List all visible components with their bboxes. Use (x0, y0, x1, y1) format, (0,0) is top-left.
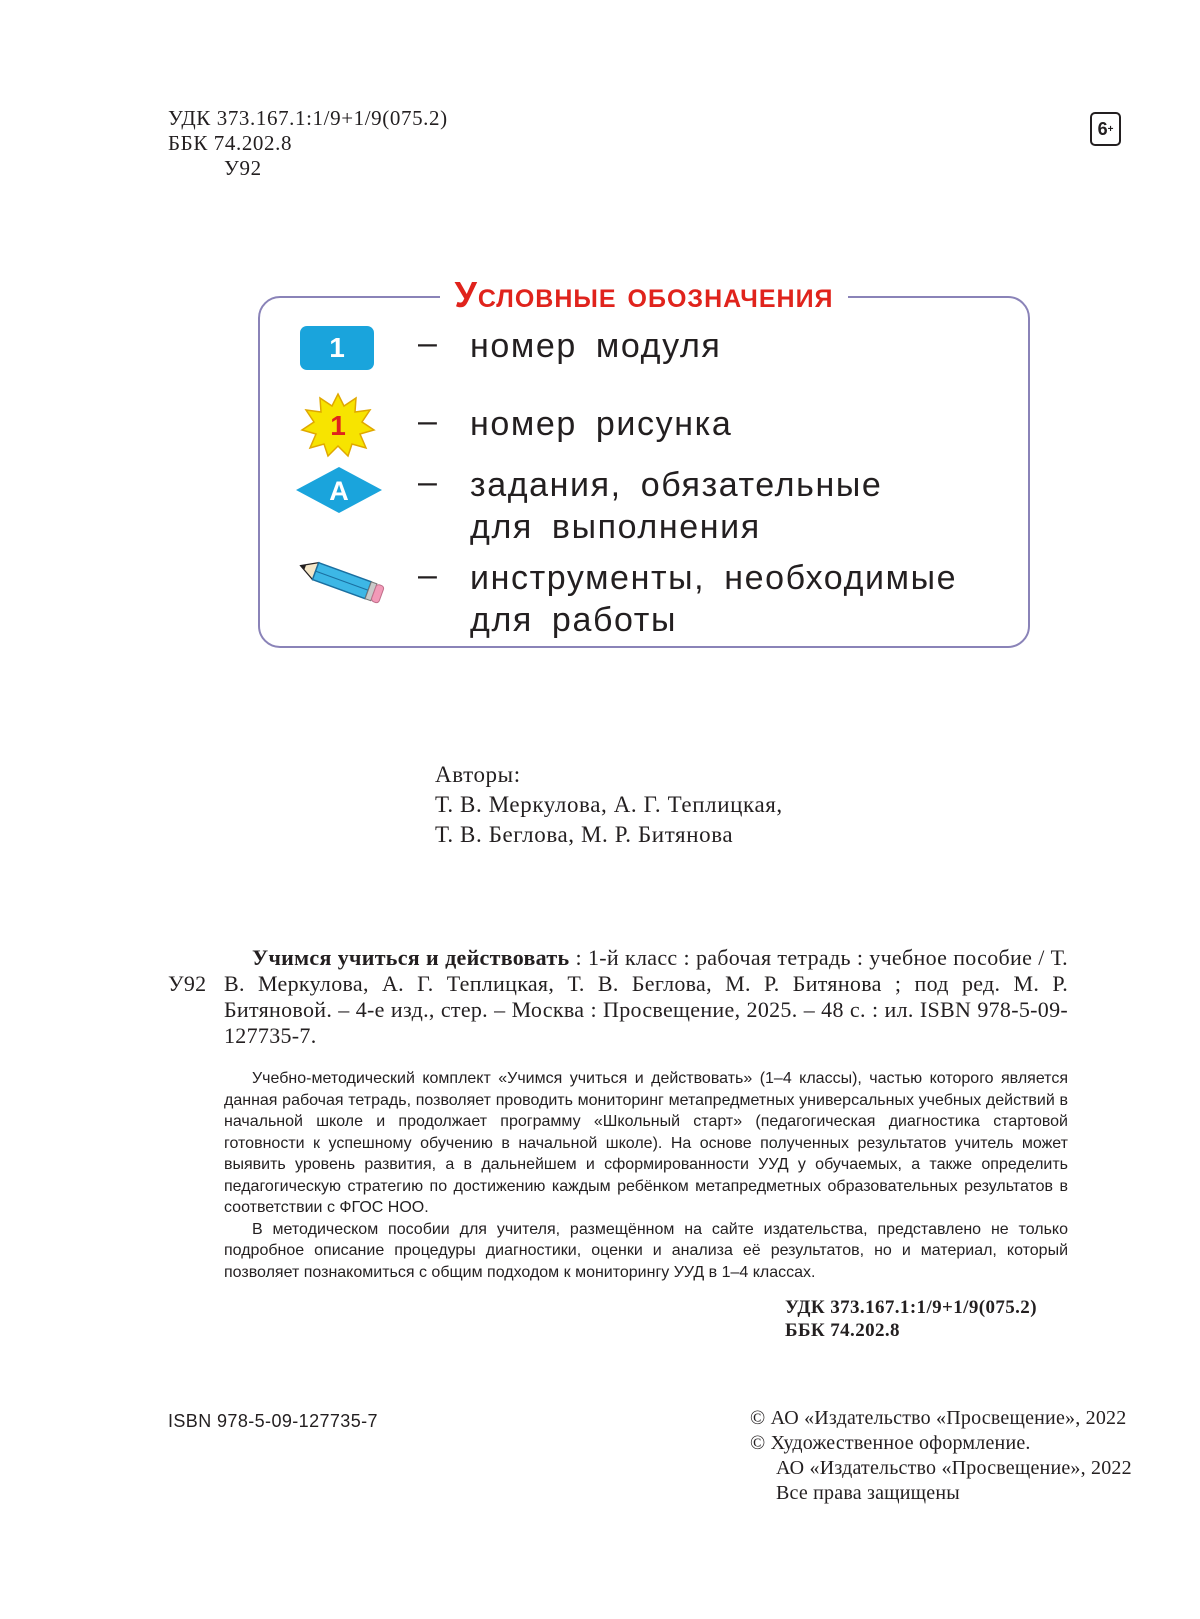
annotation-paragraph: В методическом пособии для учителя, размещённом на сайте издательства, представлено не только подробное описание процедуры диагностики, оценки и анализа её результатов, но и материал, который позволяет познакомиться с общим подходом к мониторингу УУД в 1–4 классах. (224, 1220, 1068, 1281)
legend-dash: – (418, 463, 437, 501)
copyright-block (750, 1406, 1132, 1506)
legend-item-label: инструменты, необходимые (470, 559, 958, 597)
module-number-badge-text: 1 (329, 332, 345, 363)
age-rating-badge (1090, 112, 1121, 146)
authors-block (435, 760, 783, 850)
isbn: ISBN 978-5-09-127735-7 (168, 1411, 378, 1431)
pencil-icon (294, 556, 386, 604)
authors-line: Т. В. Беглова, М. Р. Битянова (435, 822, 734, 847)
legend-item-tasks (260, 463, 1028, 553)
copyright-line: АО «Издательство «Просвещение», 2022 (776, 1457, 1132, 1479)
author-mark: У92 (224, 156, 262, 180)
star-burst-icon (300, 392, 376, 458)
bbk-code: ББК 74.202.8 (168, 131, 293, 155)
diamond-text: А (329, 476, 349, 506)
legend-title (260, 274, 1028, 316)
bibliographic-details: : 1-й класс : рабочая тетрадь : учебное пособие / Т. В. Меркулова, А. Г. Теплицкая, Т. В. Беглова, М. Р. Битянова ; под ред. М. Р. Битяновой. – 4-е изд., стер. – Москва : Просвещение, 2025. – 48 с. : ил. ISBN 978-5-09-127735-7. (224, 945, 1068, 1048)
authors-line: Т. В. Меркулова, А. Г. Теплицкая, (435, 792, 783, 817)
legend-item-label: номер модуля (470, 327, 722, 365)
classification-codes (168, 106, 448, 181)
annotation (224, 1068, 1068, 1283)
bottom-classification-codes (785, 1296, 1037, 1342)
legend-item-label-line2: для работы (470, 601, 677, 639)
bibliographic-code: У92 (168, 971, 207, 996)
legend-item-label-line2: для выполнения (470, 508, 761, 546)
udk-code: УДК 373.167.1:1/9+1/9(075.2) (168, 106, 448, 130)
diamond-icon (294, 465, 384, 515)
age-rating-plus: + (1107, 123, 1114, 135)
star-burst-text: 1 (330, 410, 346, 441)
legend-item-module (260, 324, 1028, 376)
module-number-badge-icon (300, 326, 374, 370)
legend-item-tools (260, 556, 1028, 646)
age-rating-number: 6 (1097, 118, 1108, 139)
bibliographic-text (224, 945, 1068, 1049)
legend-title-text: Условные обозначения (440, 274, 847, 315)
legend-dash: – (418, 556, 437, 594)
legend-box (258, 274, 1030, 648)
legend-item-label: задания, обязательные (470, 466, 883, 504)
rights-reserved: Все права защищены (776, 1482, 960, 1504)
legend-dash: – (418, 324, 437, 362)
copyright-line: © Художественное оформление. (750, 1432, 1031, 1454)
authors-label: Авторы: (435, 762, 521, 787)
udk-code: УДК 373.167.1:1/9+1/9(075.2) (785, 1297, 1037, 1318)
copyright-line: © АО «Издательство «Просвещение», 2022 (750, 1407, 1127, 1429)
legend-dash: – (418, 402, 437, 440)
legend-item-label: номер рисунка (470, 405, 733, 443)
legend-item-picture (260, 388, 1028, 458)
annotation-paragraph: Учебно-методический комплект «Учимся учиться и действовать» (1–4 классы), частью которого является данная рабочая тетрадь, позволяет проводить мониторинг метапредметных универсальных учебных действий в начальной школе и продолжает программу «Школьный старт» (педагогическая диагностика стартовой готовности к успешному обучению в начальной школе). На основе полученных результатов учитель может выявить уровень развития, а в дальнейшем и сформированности УУД у обучаемых, а также определить педагогическую стратегию по достижению каждым ребёнком метапредметных образовательных результатов в соответствии с ФГОС НОО. (224, 1070, 1068, 1216)
book-title: Учимся учиться и действовать (252, 945, 570, 970)
bibliographic-record (168, 945, 1068, 1049)
bbk-code: ББК 74.202.8 (785, 1320, 900, 1341)
